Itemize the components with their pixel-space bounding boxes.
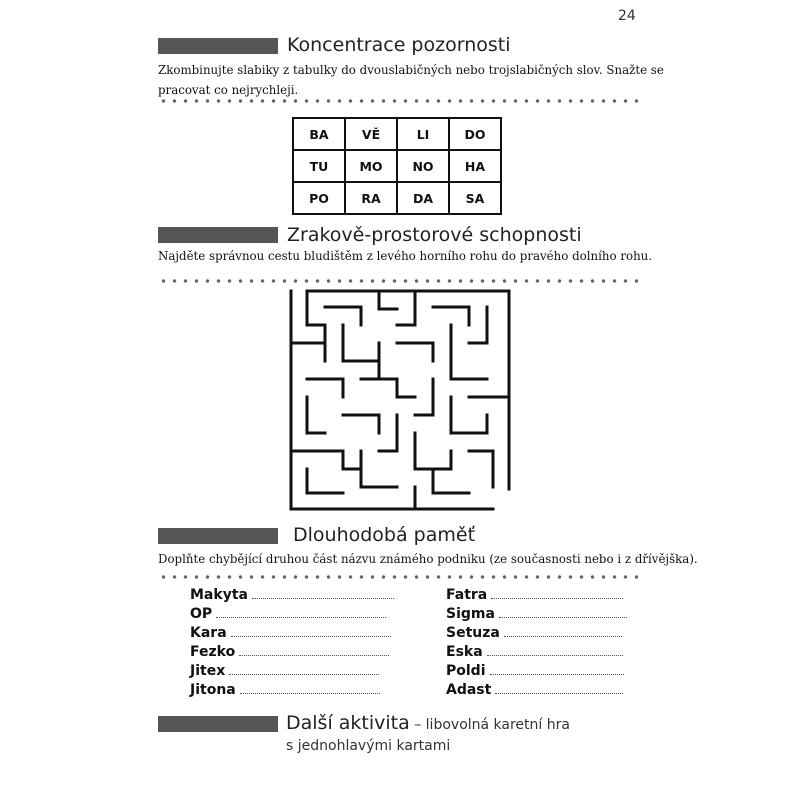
list-item[interactable] — [446, 663, 624, 679]
maze-image — [289, 289, 511, 511]
company-name: Fatra — [446, 587, 488, 603]
dotted-divider — [158, 279, 642, 283]
instruction-line-1: Zkombinujte slabiky z tabulky do dvouslabičných nebo trojslabičných slov. Snažte se — [158, 63, 664, 77]
section-title-spatial: Zrakově-prostorové schopnosti — [287, 224, 582, 246]
section-title-memory: Dlouhodobá paměť — [293, 524, 476, 546]
syllable-cell: LI — [397, 118, 449, 150]
company-name: Kara — [190, 625, 227, 641]
next-activity-title: Další aktivita — [286, 712, 410, 734]
syllable-cell: DA — [397, 182, 449, 214]
company-name: Fezko — [190, 644, 236, 660]
section-bar-concentration — [158, 38, 278, 54]
company-name: Jitex — [190, 663, 226, 679]
section-bar-spatial — [158, 227, 278, 243]
syllable-cell: DO — [449, 118, 501, 150]
instruction-memory: Doplňte chybějící druhou část názvu známého podniku (ze současnosti nebo i z dřívějška). — [158, 552, 698, 566]
list-item[interactable] — [190, 587, 394, 603]
syllable-cell: TU — [293, 150, 345, 182]
company-name: Sigma — [446, 606, 495, 622]
list-item[interactable] — [446, 682, 623, 698]
answer-blank[interactable] — [239, 644, 389, 656]
list-item[interactable] — [446, 587, 623, 603]
section-bar-next-activity — [158, 716, 278, 732]
instruction-concentration — [158, 60, 664, 100]
syllable-cell: NO — [397, 150, 449, 182]
list-item[interactable] — [446, 644, 623, 660]
company-name: Eska — [446, 644, 483, 660]
list-item[interactable] — [190, 663, 379, 679]
page-number: 24 — [618, 8, 636, 24]
list-item[interactable] — [190, 644, 389, 660]
next-activity-subtitle: libovolná karetní hra — [425, 717, 570, 733]
list-item[interactable] — [190, 625, 391, 641]
section-title-next-activity — [286, 712, 570, 734]
section-title-concentration: Koncentrace pozornosti — [287, 34, 511, 56]
syllable-cell: HA — [449, 150, 501, 182]
company-name: Jitona — [190, 682, 236, 698]
list-item[interactable] — [446, 625, 622, 641]
syllable-cell: PO — [293, 182, 345, 214]
company-name: Adast — [446, 682, 492, 698]
list-item[interactable] — [190, 606, 386, 622]
table-row — [293, 150, 501, 182]
answer-blank[interactable] — [490, 663, 624, 675]
next-activity-subtitle-line2: s jednohlavými kartami — [286, 738, 451, 754]
answer-blank[interactable] — [487, 644, 623, 656]
company-name: Poldi — [446, 663, 486, 679]
list-item[interactable] — [446, 606, 627, 622]
syllable-cell: MO — [345, 150, 397, 182]
syllable-cell: RA — [345, 182, 397, 214]
title-dash: – — [409, 717, 426, 733]
table-row — [293, 182, 501, 214]
company-name: Setuza — [446, 625, 500, 641]
company-name: OP — [190, 606, 213, 622]
answer-blank[interactable] — [499, 606, 627, 618]
answer-blank[interactable] — [491, 587, 623, 599]
syllable-cell: SA — [449, 182, 501, 214]
dotted-divider — [158, 99, 642, 103]
answer-blank[interactable] — [216, 606, 386, 618]
answer-blank[interactable] — [252, 587, 394, 599]
answer-blank[interactable] — [504, 625, 622, 637]
company-name: Makyta — [190, 587, 248, 603]
syllable-cell: BA — [293, 118, 345, 150]
answer-blank[interactable] — [240, 682, 380, 694]
section-bar-memory — [158, 528, 278, 544]
list-item[interactable] — [190, 682, 380, 698]
answer-blank[interactable] — [495, 682, 623, 694]
dotted-divider — [158, 575, 642, 579]
instruction-spatial: Najděte správnou cestu bludištěm z levého horního rohu do pravého dolního rohu. — [158, 249, 653, 263]
syllable-cell: VĚ — [345, 118, 397, 150]
syllable-table — [292, 117, 502, 215]
table-row — [293, 118, 501, 150]
answer-blank[interactable] — [231, 625, 391, 637]
instruction-line-2: pracovat co nejrychleji. — [158, 83, 299, 97]
answer-blank[interactable] — [229, 663, 379, 675]
